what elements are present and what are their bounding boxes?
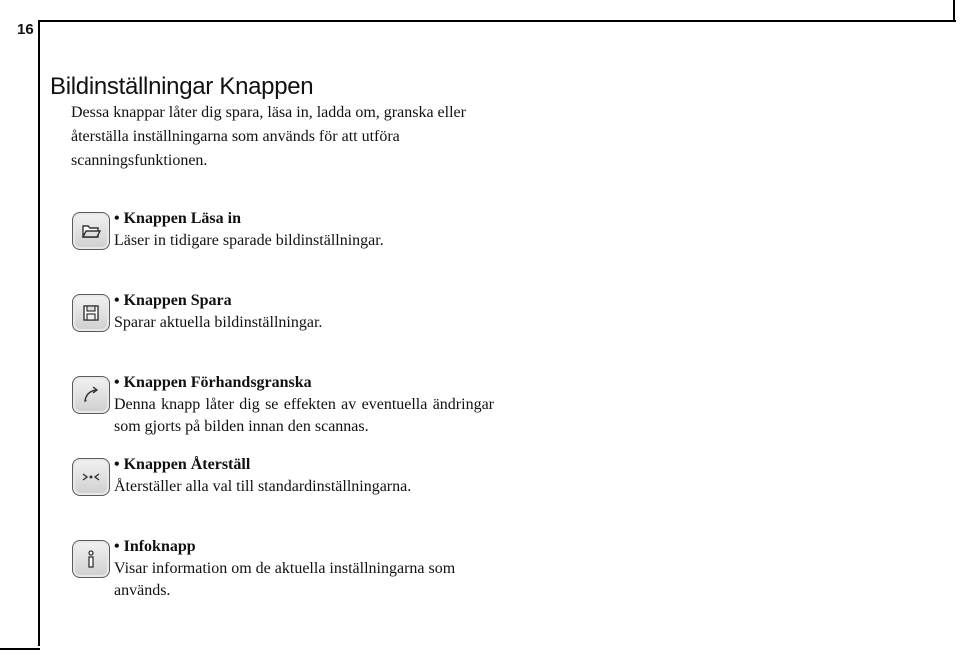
item-save-heading: • Knappen Spara (114, 292, 232, 309)
page-number: 16 (17, 21, 34, 38)
preview-arrow-icon[interactable] (72, 376, 110, 414)
reset-arrows-icon[interactable] (72, 458, 110, 496)
item-reset-heading: • Knappen Återställ (114, 456, 251, 473)
page-frame-top (38, 20, 956, 22)
section-intro: Dessa knappar låter dig spara, läsa in, ladda om, granska eller återställa inställningarna som används för att utföra scanningsfunktionen. (71, 104, 466, 169)
page-frame-bottom (0, 648, 40, 650)
item-info-description: Visar information om de aktuella inställningarna som används. (114, 560, 456, 599)
item-preview-description: Denna knapp låter dig se effekten av eventuella ändringar som gjorts på bilden innan den scannas. (114, 396, 494, 435)
item-reset-description: Återställer alla val till standardinställningarna. (114, 478, 412, 495)
page-frame-left (38, 20, 40, 646)
item-save-description: Sparar aktuella bildinställningar. (114, 314, 323, 331)
folder-open-icon[interactable] (72, 212, 110, 250)
info-icon[interactable] (72, 540, 110, 578)
item-info-heading: • Infoknapp (114, 538, 196, 555)
item-preview-heading: • Knappen Förhandsgranska (114, 374, 312, 391)
section-title: Bildinställningar Knappen (50, 73, 314, 100)
item-load-heading: • Knappen Läsa in (114, 210, 241, 227)
floppy-disk-icon[interactable] (72, 294, 110, 332)
item-load-description: Läser in tidigare sparade bildinställningar. (114, 232, 384, 249)
page-frame-right (953, 0, 955, 22)
